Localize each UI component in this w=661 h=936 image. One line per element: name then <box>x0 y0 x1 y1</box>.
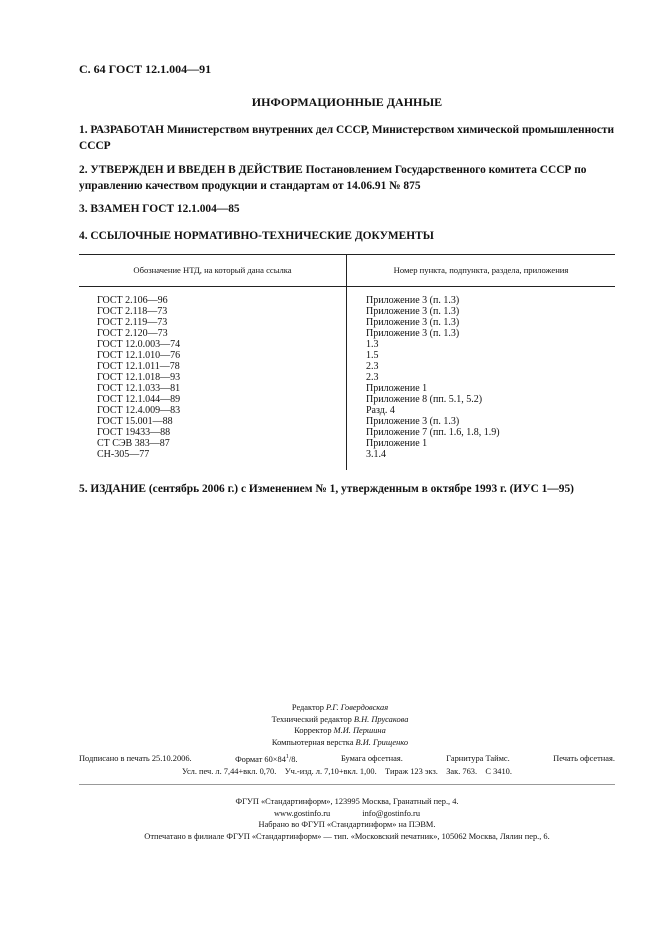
item-number: 4. <box>79 230 88 242</box>
table-cell-document: ГОСТ 2.118—73 <box>97 306 168 317</box>
table-cell-document: ГОСТ 2.106—96 <box>97 295 168 306</box>
table-header-document: Обозначение НТД, на который дана ссылка <box>133 265 292 275</box>
table-top-rule <box>79 254 615 255</box>
info-item-1 <box>79 122 619 154</box>
imprint-format: Формат $60\times 84^1/8$. <box>235 754 298 764</box>
credit-name: Р.Г. Говердовская <box>326 703 389 712</box>
table-cell-section: 3.1.4 <box>366 449 386 460</box>
publisher-contacts <box>79 808 615 820</box>
table-cell-document: ГОСТ 2.120—73 <box>97 328 168 339</box>
publisher-website: www.gostinfo.ru <box>273 808 331 818</box>
table-cell-section: Приложение 7 (пп. 1.6, 1.8, 1.9) <box>366 427 500 438</box>
info-item-2 <box>79 162 619 194</box>
imprint-print: Печать офсетная. <box>553 754 615 763</box>
info-item-4 <box>79 228 619 244</box>
item-text: Постановлением Государственного комитета СССР по управлению качеством продукции и стандартам от 14.06.91 № 875 <box>79 164 587 192</box>
imprint-signed: Подписано в печать 25.10.2006. <box>79 754 192 763</box>
section-title: ИНФОРМАЦИОННЫЕ ДАННЫЕ <box>251 95 443 109</box>
table-cell-section: Приложение 8 (пп. 5.1, 5.2) <box>366 394 483 405</box>
table-column-sections <box>366 295 500 460</box>
page-header: С. 64 ГОСТ 12.1.004—91 <box>79 62 212 76</box>
publisher-block <box>79 796 615 842</box>
table-header-section: Номер пункта, подпункта, раздела, приложения <box>393 265 569 275</box>
item-lead: УТВЕРЖДЕН И ВВЕДЕН В ДЕЙСТВИЕ <box>90 164 303 176</box>
info-item-3 <box>79 201 619 217</box>
credit-name: В.И. Грищенко <box>355 737 409 747</box>
table-cell-document: ГОСТ 15.001—88 <box>97 416 173 427</box>
table-cell-document: ГОСТ 2.119—73 <box>97 317 168 328</box>
table-cell-section: Приложение 1 <box>366 438 428 449</box>
table-cell-section: Приложение 3 (п. 1.3) <box>366 306 460 317</box>
table-cell-document: СТ СЭВ 383—87 <box>97 438 170 449</box>
table-cell-section: Приложение 3 (п. 1.3) <box>366 317 460 328</box>
imprint-row-1 <box>79 754 615 764</box>
item-text: Министерством внутренних дел СССР, Министерством химической промышленности СССР <box>79 124 615 152</box>
item-text: ССЫЛОЧНЫЕ НОРМАТИВНО-ТЕХНИЧЕСКИЕ ДОКУМЕНТЫ <box>90 230 434 242</box>
imprint-paper: Бумага офсетная. <box>340 754 403 763</box>
table-cell-section: Приложение 3 (п. 1.3) <box>366 295 460 306</box>
table-cell-document: ГОСТ 12.4.009—83 <box>97 405 181 416</box>
item-number: 5. <box>79 483 88 495</box>
item-number: 3. <box>79 203 88 215</box>
publisher-typeset: Набрано во ФГУП «Стандартинформ» на ПЭВМ. <box>258 820 436 829</box>
credit-name: В.Н. Прусакова <box>353 714 409 724</box>
table-cell-section: 1.3 <box>366 339 379 350</box>
publisher-email: info@gostinfo.ru <box>362 808 421 818</box>
item-lead: РАЗРАБОТАН <box>90 124 165 136</box>
publisher-address: ФГУП «Стандартинформ», 123995 Москва, Гранатный пер., 4. <box>235 797 459 806</box>
credit-role: Корректор <box>294 726 332 735</box>
credits-block <box>200 702 480 748</box>
item-text: (сентябрь 2006 г.) с Изменением № 1, утвержденным в октябре 1993 г. (ИУС 1—95) <box>148 483 574 495</box>
imprint-row-2: Усл. печ. л. 7,44+вкл. 0,70. Уч.-изд. л. 7,10+вкл. 1,00. Тираж 123 экз. Зак. 763. С 3410. <box>182 767 512 776</box>
item-number: 1. <box>79 124 88 136</box>
imprint-typeface: Гарнитура Таймс. <box>446 754 510 763</box>
footer-divider <box>79 784 615 785</box>
table-cell-section: 2.3 <box>366 361 379 372</box>
table-cell-document: ГОСТ 12.1.018—93 <box>97 372 181 383</box>
table-cell-document: СН-305—77 <box>97 449 150 460</box>
table-cell-section: 2.3 <box>366 372 379 383</box>
table-cell-section: Приложение 3 (п. 1.3) <box>366 416 460 427</box>
credit-corrector <box>200 725 480 737</box>
credit-layout <box>200 737 480 749</box>
credit-name: М.И. Першина <box>333 726 386 735</box>
info-item-5 <box>79 481 619 497</box>
credit-role: Компьютерная верстка <box>271 737 354 747</box>
credit-role: Редактор <box>291 703 324 712</box>
table-column-divider <box>346 254 347 470</box>
table-cell-document: ГОСТ 12.1.044—89 <box>97 394 181 405</box>
references-table <box>79 254 615 470</box>
table-cell-document: ГОСТ 12.1.010—76 <box>97 350 181 361</box>
table-cell-document: ГОСТ 12.1.033—81 <box>97 383 181 394</box>
table-cell-section: Приложение 3 (п. 1.3) <box>366 328 460 339</box>
credit-role: Технический редактор <box>271 714 352 724</box>
table-cell-document: ГОСТ 12.1.011—78 <box>97 361 180 372</box>
table-cell-document: ГОСТ 12.0.003—74 <box>97 339 181 350</box>
table-header-rule <box>79 286 615 287</box>
table-cell-document: ГОСТ 19433—88 <box>97 427 171 438</box>
item-text: ВЗАМЕН ГОСТ 12.1.004—85 <box>90 203 240 215</box>
credit-tech-editor <box>200 714 480 726</box>
item-lead: ИЗДАНИЕ <box>90 483 146 495</box>
table-cell-section: Приложение 1 <box>366 383 428 394</box>
table-cell-section: 1.5 <box>366 350 379 361</box>
table-column-documents <box>97 295 180 460</box>
publisher-printed: Отпечатано в филиале ФГУП «Стандартинформ» — тип. «Московский печатник», 105062 Москва, Лялин пер., 6. <box>144 831 550 841</box>
table-cell-section: Разд. 4 <box>366 405 395 416</box>
item-number: 2. <box>79 164 88 176</box>
credit-editor <box>200 702 480 714</box>
